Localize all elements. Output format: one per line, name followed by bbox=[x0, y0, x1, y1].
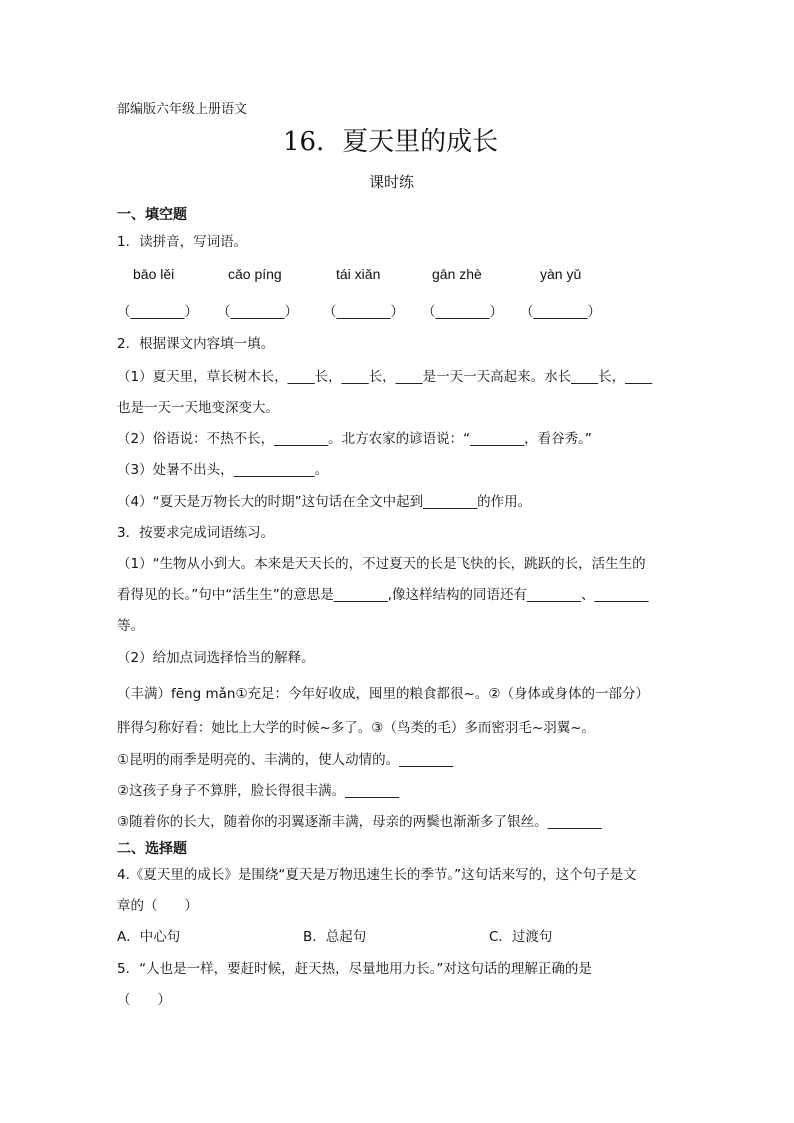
question-2-line: （4）“夏天是万物长大的时期”这句话在全文中起到________的作用。 bbox=[117, 494, 532, 510]
answer-blank[interactable]: （________） bbox=[323, 304, 404, 320]
question-2-line: （1）夏天里，草长树木长，____长，____长，____是一天一天高起来。水长____长，____ bbox=[117, 369, 653, 385]
question-3-definition: 胖得匀称好看：她比上大学的时候~多了。③（鸟类的毛）多而密羽毛~羽翼~。 bbox=[117, 720, 596, 736]
question-3-line: （2）给加点词选择恰当的解释。 bbox=[117, 650, 315, 666]
question-3-definition: （丰满）fēng mǎn①充足：今年好收成，囤里的粮食都很~。②（身体或身体的一部分） bbox=[117, 686, 649, 702]
answer-blank[interactable]: （________） bbox=[422, 304, 503, 320]
question-3-prompt: 3．按要求完成词语练习。 bbox=[117, 525, 275, 541]
question-2-line: （3）处暑不出头，____________。 bbox=[117, 462, 329, 478]
question-2-prompt: 2．根据课文内容填一填。 bbox=[117, 336, 275, 352]
choice-option[interactable]: C．过渡句 bbox=[489, 929, 553, 945]
question-3-line: 等。 bbox=[117, 618, 144, 634]
answer-blank[interactable]: （________） bbox=[217, 304, 298, 320]
question-4-line: 4.《夏天里的成长》是围绕“夏天是万物迅速生长的季节。”这句话来写的，这个句子是文 bbox=[117, 867, 637, 883]
document-subtitle: 部编版六年级上册语文 bbox=[117, 102, 248, 117]
question-5-line: 5．“人也是一样，要赶时候，赶天热，尽量地用力长。”对这句话的理解正确的是 bbox=[117, 961, 592, 977]
question-2-line: （2）俗语说：不热不长，________。北方农家的谚语说：“________，看谷秀。” bbox=[117, 431, 592, 447]
answer-blank[interactable]: （________） bbox=[117, 304, 198, 320]
question-3-line: ①昆明的雨季是明亮的、丰满的，使人动情的。________ bbox=[117, 752, 454, 768]
question-3-line: ③随着你的长大，随着你的羽翼逐渐丰满，母亲的两鬓也渐渐多了银丝。________ bbox=[117, 814, 602, 830]
question-3-line: ②这孩子身子不算胖，脸长得很丰满。________ bbox=[117, 783, 400, 799]
pinyin-item: bāo lěi bbox=[133, 266, 175, 282]
choice-option[interactable]: A．中心句 bbox=[117, 929, 181, 945]
lesson-label: 课时练 bbox=[369, 173, 415, 191]
answer-blank[interactable]: （________） bbox=[520, 304, 601, 320]
pinyin-item: yàn yǔ bbox=[540, 266, 582, 282]
question-3-line: （1）“生物从小到大。本来是天天长的，不过夏天的长是飞快的长，跳跃的长，活生生的 bbox=[117, 556, 646, 572]
question-2-line: 也是一天一天地变深变大。 bbox=[117, 400, 279, 416]
question-3-line: 看得见的长。”句中“活生生”的意思是________,像这样结构的同语还有________、________ bbox=[117, 587, 649, 603]
pinyin-item: gān zhè bbox=[432, 266, 482, 282]
section-heading-fill-blank: 一、填空题 bbox=[117, 207, 187, 223]
choice-option[interactable]: B．总起句 bbox=[303, 929, 367, 945]
question-5-line: （ ） bbox=[117, 992, 171, 1008]
question-4-line: 章的（ ） bbox=[117, 898, 198, 914]
pinyin-item: cǎo píng bbox=[228, 266, 282, 282]
pinyin-item: tái xiǎn bbox=[336, 266, 381, 282]
page-title: 16．夏天里的成长 bbox=[283, 127, 499, 157]
section-heading-choice: 二、选择题 bbox=[117, 841, 187, 857]
question-1-prompt: 1．读拼音，写词语。 bbox=[117, 234, 248, 250]
